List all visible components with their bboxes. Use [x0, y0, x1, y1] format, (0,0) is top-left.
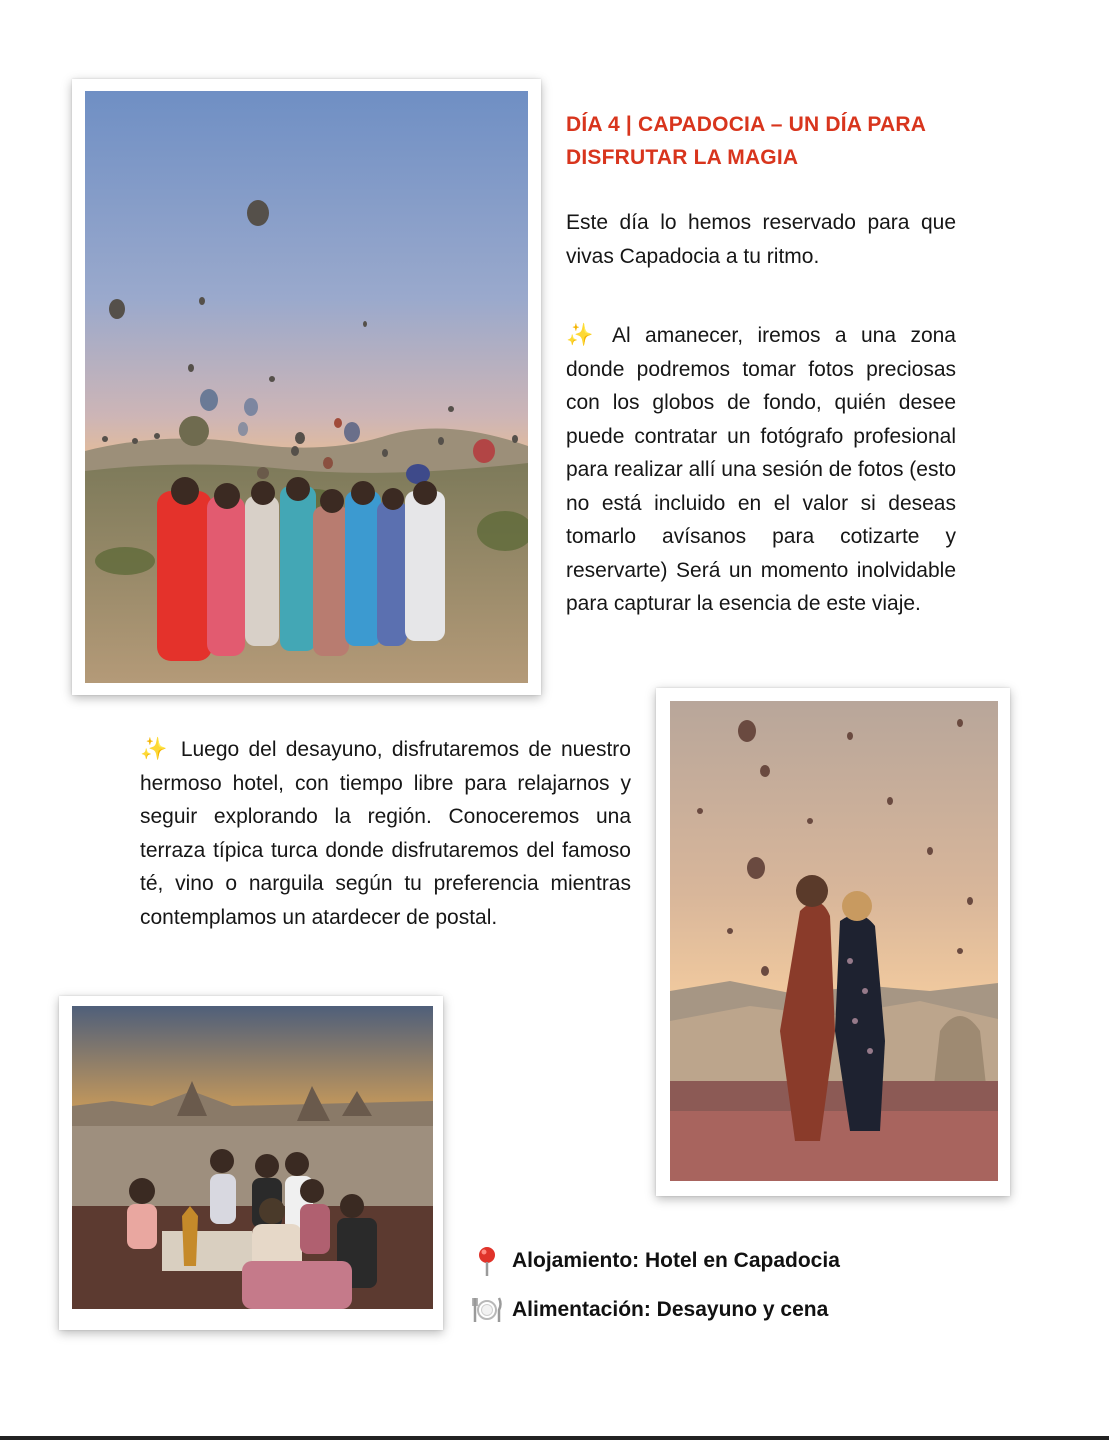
photo-sunrise-group-image	[85, 91, 528, 683]
page-bottom-border	[0, 1436, 1109, 1440]
sparkles-icon: ✨	[140, 736, 171, 761]
photo-terrace-group	[59, 996, 443, 1330]
map-pin-icon	[472, 1245, 502, 1277]
sunrise-paragraph-text: Al amanecer, iremos a una zona donde podremos tomar fotos preciosas con los globos de fondo, quién desee puede contratar un fotógrafo profesional para realizar allí una sesión de fotos (esto no está incluido en el valor si deseas tomarlo avísanos para cotizarte y reservarte) Será un momento inolvidable para capturar la esencia de este viaje.	[566, 324, 956, 615]
lodging-info	[472, 1245, 840, 1277]
photo-friends-rooftop-image	[670, 701, 998, 1181]
photo-friends-rooftop	[656, 688, 1010, 1196]
photo-terrace-group-image	[72, 1006, 433, 1309]
afternoon-paragraph-text: Luego del desayuno, disfrutaremos de nuestro hermoso hotel, con tiempo libre para relajarnos y seguir explorando la región. Conoceremos una terraza típica turca donde disfrutaremos del famoso té, vino o narguila según tu preferencia mientras contemplamos un atardecer de postal.	[140, 738, 631, 929]
afternoon-paragraph	[140, 732, 631, 934]
plate-cutlery-icon	[472, 1294, 502, 1326]
lodging-text: Alojamiento: Hotel en Capadocia	[512, 1249, 840, 1272]
page-title: DÍA 4 | CAPADOCIA – UN DÍA PARA DISFRUTAR LA MAGIA	[566, 113, 926, 169]
photo-sunrise-group	[72, 79, 541, 695]
sunrise-paragraph	[566, 318, 956, 621]
sparkles-icon: ✨	[566, 322, 602, 347]
meals-text: Alimentación: Desayuno y cena	[512, 1298, 829, 1321]
intro-paragraph: Este día lo hemos reservado para que vivas Capadocia a tu ritmo.	[566, 211, 956, 268]
meals-info	[472, 1294, 828, 1326]
